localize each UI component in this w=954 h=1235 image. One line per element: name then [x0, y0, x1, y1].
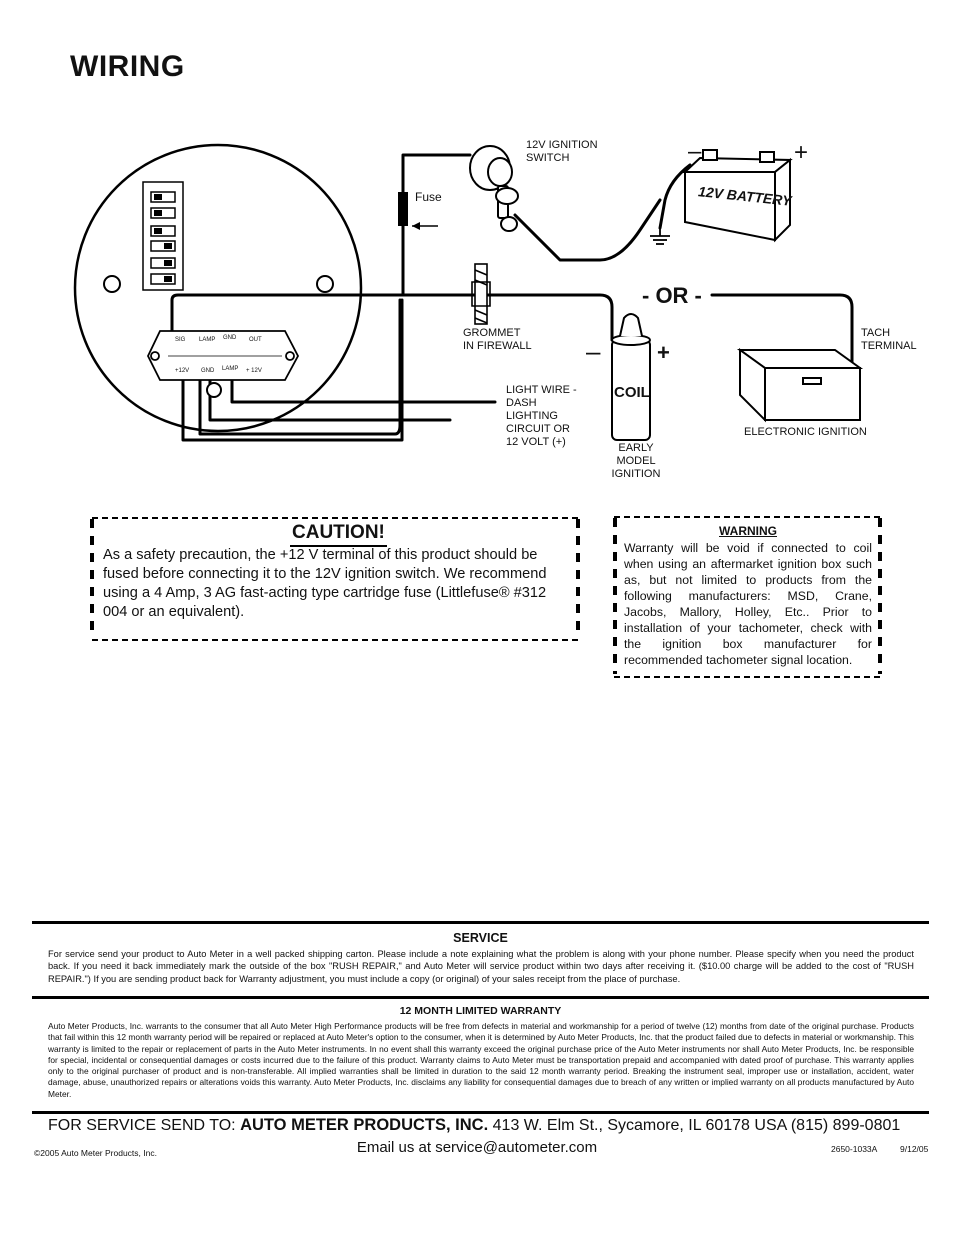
warranty-text: Auto Meter Products, Inc. warrants to the consumer that all Auto Meter High Performance products will be free from defects in material and workmanship for a period of twelve (12) months from date of the original purchase. Products that fail within this 12 month warranty period will be repaired or replaced at Auto Meter's option to the consumer, when it is determined by Auto Meter Products, Inc. that the product failed due to defects in material or workmanship. This warranty is limited to the repair or replacement of parts in the Auto Meter instruments. In no event shall this warranty exceed the original purchase price of the Auto Meter instruments nor shall Auto Meter Products, Inc. be responsible for special, incidental or consequential damages or costs incurred due to the failure of this product. Warranty claims to Auto Meter must be transportation prepaid and accompanied with dated proof of purchase. This warranty applies only to the original purchaser of product and is non-transferable. All implied warranties shall be limited in duration to the said 12 month warranty period. Breaking the instrument seal, improper use or installation, accident, water damage, abuse, unauthorized repairs or alterations voids this warranty. Auto Meter Products, Inc. disclaims any liability for consequential damages due to breach of any written or implied warranty on all products manufactured by Auto Meter.: [48, 1021, 914, 1099]
service-top-rule: [32, 921, 929, 924]
light-wire-label: LIGHT WIRE - DASH LIGHTING CIRCUIT OR 12 VOLT (+): [506, 384, 577, 448]
dip-switch-panel: [143, 182, 183, 290]
battery-label: 12V BATTERY: [697, 183, 793, 209]
warning-text: Warranty will be void if connected to coil when using an aftermarket ignition box such as, but not limited to products from the following manufacturers: MSD, Crane, Jacobs, Mallory, Holley, Etc.. Prior to installation of your tachometer, check with the ignition box manufacturer for recommended tachometer signal location.: [624, 541, 872, 667]
caution-text: As a safety precaution, the +12 V terminal of this product should be fused before connecting it to the 12V ignition switch. We recommend using a 4 Amp, 3 AG fast-acting type cartridge fuse (Littlefuse® #312 004 or an equivalent).: [103, 547, 547, 620]
terminal-12v-out-label: + 12V: [246, 368, 262, 374]
coil-label: COIL: [614, 384, 650, 401]
footer-top-rule: [32, 1111, 929, 1114]
terminal-gnd-label: GND: [223, 335, 237, 341]
company-address: 413 W. Elm St., Sycamore, IL 60178 USA (815) 899-0801: [492, 1117, 901, 1134]
ignition-coil: [612, 314, 650, 440]
electronic-ignition-label: ELECTRONIC IGNITION: [744, 426, 867, 438]
electronic-ignition-box: [740, 350, 860, 420]
service-email: Email us at service@autometer.com: [356, 1139, 598, 1156]
company-name: AUTO METER PRODUCTS, INC.: [240, 1116, 489, 1134]
terminal-lamp-label: LAMP: [199, 337, 216, 343]
warning-border-left: [613, 518, 617, 674]
caution-title: CAUTION!: [292, 522, 385, 543]
tach-terminal-label: TACH TERMINAL: [861, 327, 917, 352]
wiring-diagram: [0, 0, 954, 500]
part-number: 2650-1033A: [831, 1144, 878, 1154]
warranty-top-rule: [32, 996, 929, 999]
terminal-out-label: OUT: [249, 337, 262, 343]
ignition-switch: [470, 146, 518, 231]
battery-positive-sign: +: [794, 139, 809, 166]
terminal-12v-label: +12V: [175, 368, 190, 374]
ignition-switch-label: 12V IGNITION SWITCH: [526, 139, 598, 164]
terminal-lamp-bottom-label: LAMP: [222, 366, 239, 372]
fuse: [398, 192, 408, 226]
battery-negative-sign: –: [688, 138, 702, 165]
or-label: - OR -: [642, 283, 702, 308]
part-date: 9/12/05: [900, 1144, 929, 1154]
coil-negative-sign: –: [586, 336, 601, 366]
warranty-title: 12 MONTH LIMITED WARRANTY: [399, 1005, 562, 1017]
firewall-grommet: [472, 264, 490, 324]
early-model-ignition-label: EARLY MODEL IGNITION: [611, 442, 661, 480]
warning-border-right: [878, 518, 882, 674]
service-address-line: [48, 1116, 900, 1135]
caution-border-right: [576, 519, 580, 637]
service-text: For service send your product to Auto Meter in a well packed shipping carton. Please include a note explaining what the problem is along with your phone number. Please specify when you need the product back. If you need it back immediately mark the outside of the box "RUSH REPAIR," and Auto Meter will service product within two days after receiving it. ($10.00 charge will be added to the cost of "RUSH REPAIR.") If you are sending product back for Warranty adjustment, you must include a copy (or original) of your sales receipt from the place of purchase.: [48, 949, 914, 984]
fuse-label: Fuse: [415, 190, 442, 204]
terminal-gnd-bottom-label: GND: [201, 368, 215, 374]
send-prefix: FOR SERVICE SEND TO:: [48, 1117, 236, 1134]
grommet-label: GROMMET IN FIREWALL: [463, 327, 532, 352]
warning-title: WARNING: [719, 524, 777, 538]
caution-border-left: [90, 519, 94, 637]
copyright: ©2005 Auto Meter Products, Inc.: [34, 1148, 157, 1158]
terminal-sig-label: SIG: [175, 337, 186, 343]
coil-positive-sign: +: [657, 340, 670, 365]
service-title: SERVICE: [453, 931, 508, 945]
page-title: WIRING: [70, 50, 185, 83]
